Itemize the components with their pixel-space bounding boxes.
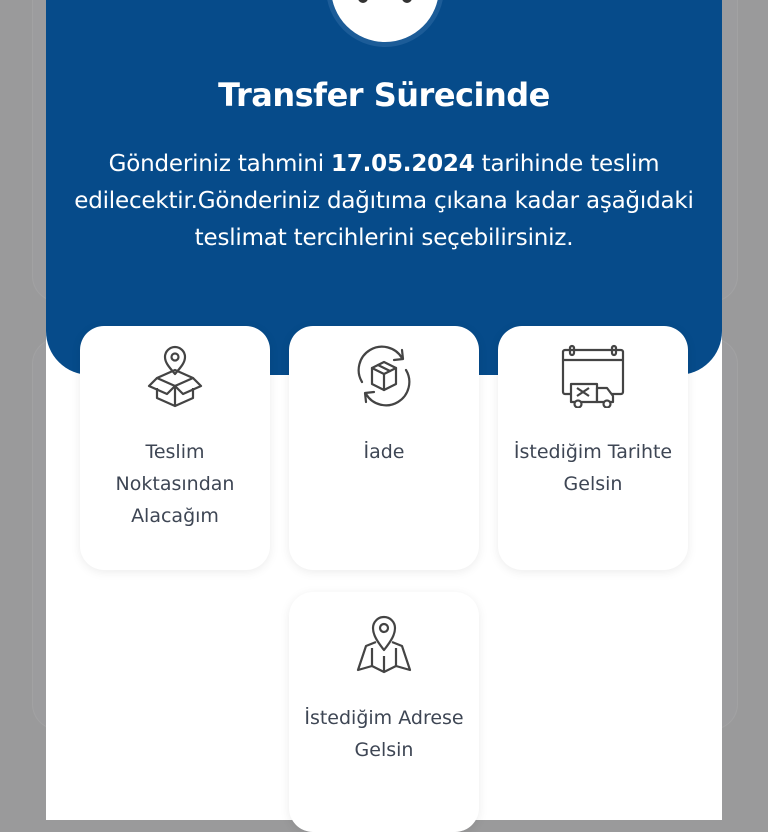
option-pickup-point[interactable]: [80, 326, 270, 570]
delivery-truck-icon: [331, 0, 439, 42]
calendar-truck-icon: [561, 344, 625, 408]
option-scheduled-date[interactable]: [498, 326, 688, 570]
modal-description: [66, 146, 702, 257]
estimated-delivery-date: 17.05.2024: [331, 151, 475, 177]
option-label: İade: [363, 441, 405, 463]
map-location-pin-icon: [352, 610, 416, 674]
modal-header: [46, 0, 722, 375]
description-text-2: tarihinde teslim edilecektir.Gönderiniz dağıtıma çıkana kadar aşağıdaki teslimat tercihlerini seçebilirsiniz.: [74, 151, 694, 251]
option-return[interactable]: [289, 326, 479, 570]
option-label: İstediğim Adrese Gelsin: [304, 707, 464, 761]
option-label: Teslim Noktasından Alacağım: [115, 441, 235, 527]
modal-title: Transfer Sürecinde: [218, 76, 550, 114]
option-label: İstediğim Tarihte Gelsin: [513, 441, 673, 495]
description-text-1: Gönderiniz tahmini: [108, 151, 332, 177]
box-return-cycle-icon: [352, 344, 416, 408]
option-delivery-address[interactable]: [289, 592, 479, 832]
box-location-pin-icon: [143, 344, 207, 408]
delivery-options-modal: [46, 0, 722, 820]
